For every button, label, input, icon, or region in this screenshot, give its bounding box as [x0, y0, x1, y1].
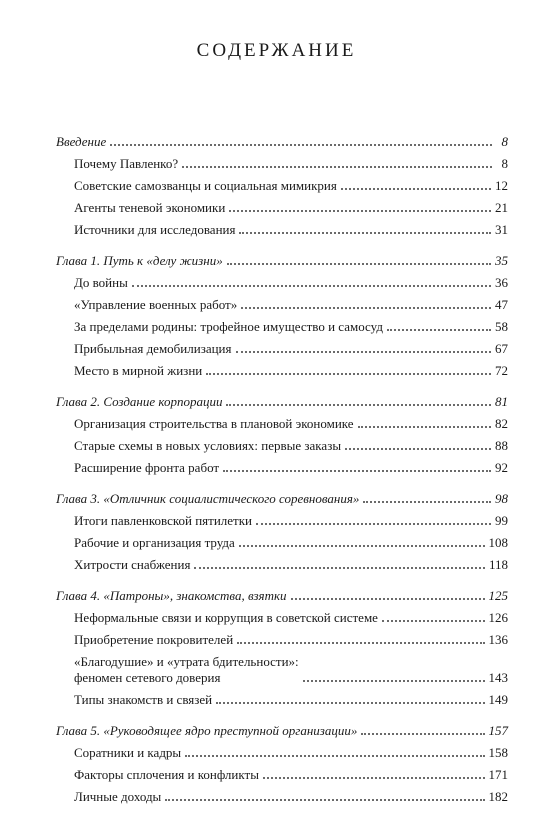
section-title-line: Соратники и кадры	[74, 745, 182, 760]
page-number: 99	[495, 513, 508, 528]
dot-leader	[382, 620, 485, 622]
section-title-line: Факторы сплочения и конфликты	[74, 767, 259, 782]
section-title-line: Рабочие и организация труда	[74, 535, 235, 550]
toc-chapter-entry[interactable]	[56, 485, 508, 507]
page-number: 35	[495, 253, 508, 268]
toc-section-entry[interactable]	[56, 454, 508, 476]
chapter-title: Глава 1. Путь к «делу жизни»	[56, 253, 223, 268]
page-number: 126	[488, 610, 508, 625]
toc-section-entry[interactable]	[56, 357, 508, 379]
toc-chapter	[56, 717, 508, 805]
section-title-line: Почему Павленко?	[74, 156, 179, 171]
page-number: 8	[501, 156, 508, 171]
dot-leader	[345, 448, 491, 450]
toc-section-entry[interactable]	[56, 432, 508, 454]
toc-section-entry[interactable]	[56, 216, 508, 238]
page-number: 118	[488, 557, 508, 572]
page-title: СОДЕРЖАНИЕ	[196, 40, 357, 61]
section-title	[74, 275, 128, 291]
chapter-title: Глава 2. Создание корпорации	[56, 394, 223, 409]
dot-leader	[291, 598, 485, 600]
toc-section-entry[interactable]	[56, 150, 508, 172]
section-title	[74, 767, 259, 783]
dot-leader	[185, 755, 484, 757]
page-number: 8	[501, 134, 508, 149]
section-title-line: Агенты теневой экономики	[74, 200, 226, 215]
page-number: 21	[495, 200, 508, 215]
dot-leader	[236, 351, 492, 353]
page-number: 72	[495, 363, 508, 378]
toc-section-entry[interactable]	[56, 507, 508, 529]
section-title	[74, 438, 341, 454]
toc-chapter	[56, 247, 508, 379]
dot-leader	[387, 329, 491, 331]
chapter-title: Глава 4. «Патроны», знакомства, взятки	[56, 588, 287, 603]
dot-leader	[239, 232, 491, 234]
toc-section-entry[interactable]	[56, 335, 508, 357]
dot-leader	[263, 777, 485, 779]
dot-leader	[226, 404, 491, 406]
section-title	[74, 319, 383, 335]
toc-section-entry[interactable]	[56, 410, 508, 432]
page-number: 81	[495, 394, 508, 409]
toc-chapter-entry[interactable]	[56, 388, 508, 410]
section-title	[74, 156, 178, 172]
page-number: 67	[495, 341, 508, 356]
page-number: 158	[488, 745, 508, 760]
section-title	[74, 557, 190, 573]
section-title	[74, 745, 181, 761]
section-title-line: Советские самозванцы и социальная мимикрия	[74, 178, 337, 193]
dot-leader	[206, 373, 491, 375]
section-title	[74, 200, 225, 216]
section-title-line: Типы знакомств и связей	[74, 692, 213, 707]
page-number: 143	[488, 670, 508, 685]
section-title-line: До войны	[74, 275, 128, 290]
dot-leader	[194, 567, 485, 569]
page-number: 171	[488, 767, 508, 782]
page-number: 92	[495, 460, 508, 475]
toc-section-entry[interactable]	[56, 313, 508, 335]
toc-chapter	[56, 388, 508, 476]
page-number: 88	[495, 438, 508, 453]
dot-leader	[358, 426, 491, 428]
dot-leader	[227, 263, 491, 265]
page-number: 108	[488, 535, 508, 550]
chapter-title: Глава 5. «Руководящее ядро преступной организации»	[56, 723, 358, 738]
toc-section-entry[interactable]	[56, 761, 508, 783]
page-number: 98	[495, 491, 508, 506]
section-title-line: «Управление военных работ»	[74, 297, 238, 312]
section-title-line: За пределами родины: трофейное имущество и самосуд	[74, 319, 383, 334]
toc-section-entry[interactable]	[56, 739, 508, 761]
dot-leader	[223, 470, 491, 472]
section-title-line: Прибыльная демобилизация	[74, 341, 232, 356]
section-title	[74, 222, 235, 238]
dot-leader	[239, 545, 485, 547]
page-number: 58	[495, 319, 508, 334]
dot-leader	[341, 188, 491, 190]
section-title	[74, 513, 252, 529]
page-number: 125	[488, 588, 508, 603]
section-title-line: Организация строительства в плановой экономике	[74, 416, 354, 431]
section-title	[74, 416, 354, 432]
section-title-line: Хитрости снабжения	[74, 557, 191, 572]
toc-chapter	[56, 582, 508, 708]
dot-leader	[237, 642, 484, 644]
section-title	[74, 789, 161, 805]
toc-chapter-entry[interactable]	[56, 582, 508, 604]
section-title-line: Итоги павленковской пятилетки	[74, 513, 252, 528]
toc-section-entry[interactable]	[56, 604, 508, 626]
page-number: 149	[488, 692, 508, 707]
toc-section-entry[interactable]	[56, 172, 508, 194]
section-title-line: феномен сетевого доверия	[74, 670, 221, 685]
section-title	[74, 535, 235, 551]
section-title-line: Приобретение покровителей	[74, 632, 234, 647]
toc-section-entry[interactable]	[56, 291, 508, 313]
toc-section-entry[interactable]	[56, 269, 508, 291]
chapter-title: Глава 3. «Отличник социалистического соревнования»	[56, 491, 360, 506]
page-number: 136	[488, 632, 508, 647]
section-title-line: «Благодушие» и «утрата бдительности»:	[74, 654, 299, 669]
toc-section-entry[interactable]	[56, 626, 508, 648]
toc-section-entry[interactable]	[56, 194, 508, 216]
section-title-line: Источники для исследования	[74, 222, 236, 237]
page-number: 157	[488, 723, 508, 738]
page-number: 36	[495, 275, 508, 290]
section-title	[74, 654, 299, 686]
dot-leader	[110, 144, 492, 146]
dot-leader	[165, 799, 484, 801]
toc-chapter-entry[interactable]	[56, 128, 508, 150]
page-number: 47	[495, 297, 508, 312]
section-title	[74, 632, 233, 648]
section-title-line: Расширение фронта работ	[74, 460, 220, 475]
section-title	[74, 363, 202, 379]
dot-leader	[361, 733, 484, 735]
toc-chapter-entry[interactable]	[56, 247, 508, 269]
dot-leader	[229, 210, 491, 212]
section-title	[74, 297, 237, 313]
dot-leader	[303, 680, 485, 682]
page-number: 12	[495, 178, 508, 193]
toc-chapter-entry[interactable]	[56, 717, 508, 739]
section-title-line: Личные доходы	[74, 789, 162, 804]
chapter-title: Введение	[56, 134, 107, 149]
dot-leader	[182, 166, 492, 168]
toc-section-entry[interactable]	[56, 551, 508, 573]
page-number: 31	[495, 222, 508, 237]
dot-leader	[256, 523, 491, 525]
toc-section-entry[interactable]	[56, 648, 508, 686]
section-title-line: Неформальные связи и коррупция в советской системе	[74, 610, 378, 625]
dot-leader	[363, 501, 491, 503]
section-title	[74, 341, 232, 357]
dot-leader	[216, 702, 484, 704]
page-number: 182	[488, 789, 508, 804]
section-title-line: Место в мирной жизни	[74, 363, 203, 378]
toc-chapter	[56, 485, 508, 573]
section-title	[74, 610, 378, 626]
page-number: 82	[495, 416, 508, 431]
toc-chapter	[56, 128, 508, 238]
section-title-line: Старые схемы в новых условиях: первые заказы	[74, 438, 342, 453]
dot-leader	[132, 285, 491, 287]
section-title	[74, 178, 337, 194]
dot-leader	[241, 307, 491, 309]
table-of-contents	[56, 128, 508, 814]
section-title	[74, 692, 212, 708]
toc-section-entry[interactable]	[56, 686, 508, 708]
toc-section-entry[interactable]	[56, 529, 508, 551]
section-title	[74, 460, 219, 476]
